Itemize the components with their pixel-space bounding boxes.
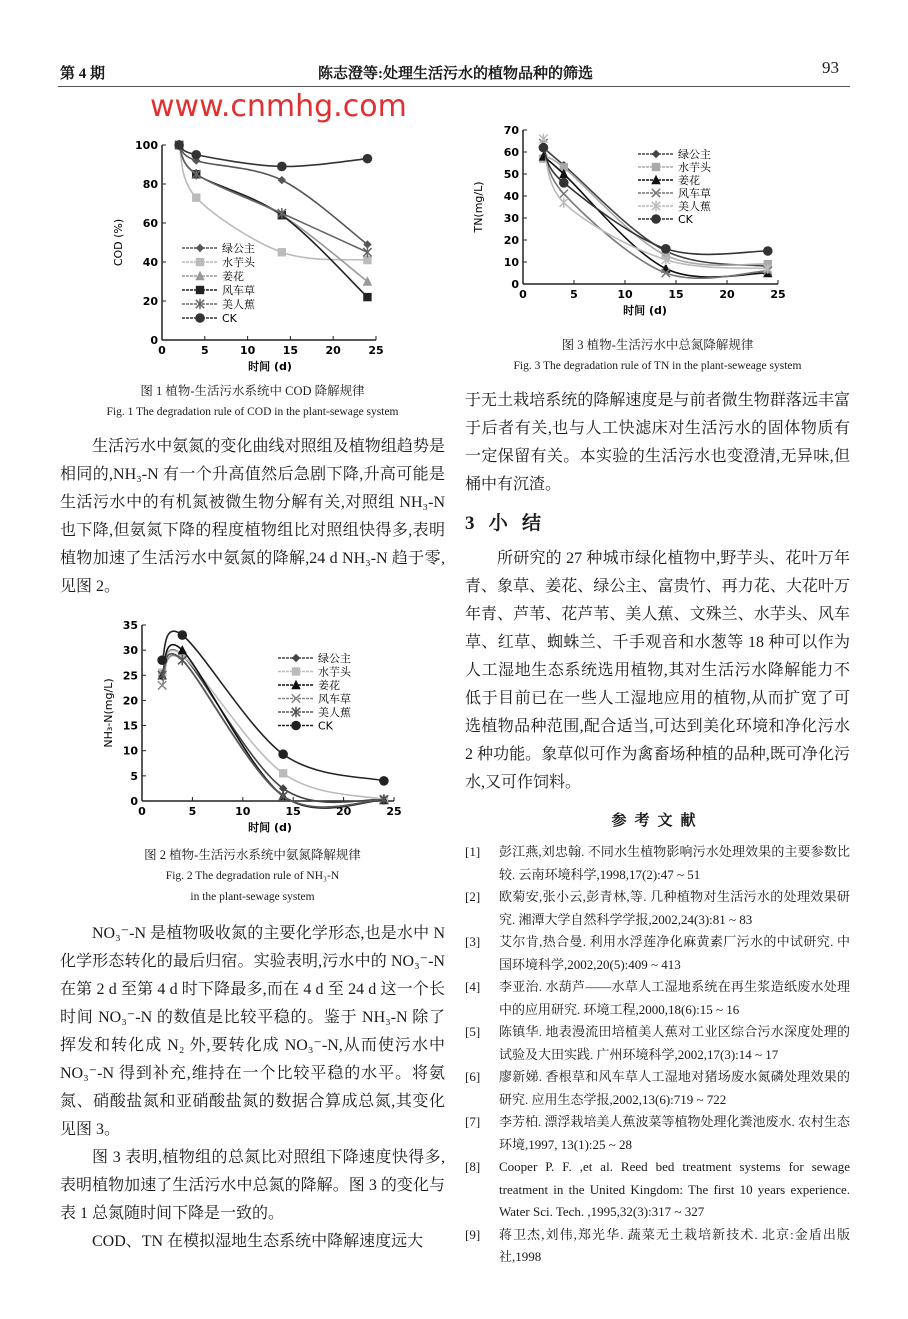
data-point [279, 791, 287, 801]
paragraph-continued: 于无土栽培系统的降解速度是与前者微生物群落远丰富于后者有关,也与人工快滤床对生活污水的固体物质有一定保留有关。本实验的生活污水也变澄清,无异味,但桶中有沉渣。 [465, 392, 850, 493]
figure-3-tn-chart [470, 120, 790, 330]
series-line-5 [179, 145, 367, 252]
reference-number: [2] [465, 889, 481, 904]
y-tick-label: 35 [122, 619, 138, 632]
data-point [277, 162, 287, 172]
y-tick-label: 100 [135, 139, 158, 152]
data-point [661, 244, 671, 254]
x-tick-label: 0 [158, 344, 166, 357]
x-tick-label: 0 [519, 288, 527, 301]
x-tick-label: 10 [617, 288, 633, 301]
legend-label: 绿公主 [222, 242, 255, 255]
x-tick-label: 5 [188, 805, 197, 818]
y-tick-label: 20 [503, 234, 519, 247]
legend-marker [195, 313, 205, 323]
legend-marker [651, 214, 661, 224]
legend-label: 风车草 [318, 692, 351, 706]
y-axis-label: COD (%) [112, 218, 125, 267]
y-tick-label: 10 [122, 744, 138, 758]
data-point [278, 176, 286, 184]
x-tick-label: 15 [668, 288, 684, 301]
reference-item [465, 841, 850, 886]
y-tick-label: 0 [150, 334, 158, 347]
y-tick-label: 10 [503, 256, 519, 269]
references-heading: 参考文献 [611, 813, 704, 829]
figure-1-cod-chart [100, 128, 400, 376]
legend-label: 姜花 [222, 270, 244, 283]
reference-number: [6] [465, 1069, 481, 1084]
y-tick-label: 60 [503, 146, 519, 159]
x-tick-label: 20 [719, 288, 735, 301]
data-point [279, 769, 287, 777]
legend-label: 美人蕉 [222, 298, 255, 311]
data-point [157, 655, 167, 665]
reference-number: [3] [465, 934, 481, 949]
paragraph-nitrate: NO₃⁻-N 是植物吸收氮的主要化学形态,也是水中 N 化学形态转化的最后归宿。实验表明,污水中的 NO₃⁻-N 在第 2 d 至第 4 d 时下降最多,而在 4 d 至 24 d 这一个长时间 NO₃⁻-N 的数值是比较平稳的。鉴于 NH₃-N 除了挥发和转化成 N₂ 外,要转化成 NO₃⁻-N,从而使污水中 NO₃⁻-N 得到补充,维持在一个比较平稳的水平。将氨氮、硝酸盐氮和亚硝酸盐氮的数据合算成总氮,其变化见图 3。 [60, 925, 445, 1138]
reference-number: [4] [465, 979, 481, 994]
y-tick-label: 40 [142, 256, 158, 269]
y-tick-label: 25 [122, 669, 138, 683]
reference-item [465, 976, 850, 1021]
reference-number: [1] [465, 844, 481, 859]
reference-item [465, 1156, 850, 1224]
figure-2-caption-en-1: Fig. 2 The degradation rule of NH₃-N [165, 870, 340, 882]
data-point [178, 630, 188, 640]
legend-marker [196, 244, 204, 252]
paragraph-fig3-discussion: 图 3 表明,植物组的总氮比对照组下降速度快得多,表明植物加速了生活污水中总氮的降解。图 3 的变化与表 1 总氮随时间下降是一致的。 [60, 1149, 445, 1222]
y-tick-label: 40 [503, 190, 519, 203]
x-axis-label: 时间 (d) [248, 821, 292, 834]
y-tick-label: 0 [511, 278, 519, 291]
reference-text: 陈镇华. 地表漫流田培植美人蕉对工业区综合污水深度处理的试验及大田实践. 广州环境科学,2002,17(3):14 ~ 17 [499, 1024, 850, 1062]
legend-label: 水芋头 [222, 256, 255, 269]
data-point [560, 197, 568, 207]
issue-number: 第 4 期 [60, 66, 106, 82]
y-tick-label: 20 [142, 295, 158, 308]
data-point [559, 178, 569, 188]
paragraph-summary: 所研究的 27 种城市绿化植物中,野芋头、花叶万年青、象草、姜花、绿公主、富贵竹、再力花、大花叶万年青、芦苇、花芦苇、美人蕉、文殊兰、水芋头、风车草、红草、蜘蛛兰、千手观音和水葱等 18 种可以作为人工湿地生态系统选用植物,其对生活污水降解能力不低于目前已在一些人工湿地应用的植物,从而扩宽了可选植物品种范围,配合适当,可达到美化环境和净化污水 2 种功能。象草似可作为禽畜场种植的品种,既可净化污水,又可作饲料。 [465, 550, 850, 791]
x-tick-label: 15 [282, 344, 299, 357]
header-rule [58, 86, 850, 87]
y-axis-label: NH₃-N(mg/L) [102, 678, 115, 748]
x-tick-label: 25 [770, 288, 786, 301]
series-line-2 [543, 158, 767, 266]
data-point [763, 246, 773, 256]
x-axis-label: 时间 (d) [248, 360, 292, 373]
data-point [363, 293, 371, 301]
legend-marker [292, 654, 300, 662]
reference-item [465, 1111, 850, 1156]
series-line-1 [179, 145, 367, 244]
y-tick-label: 70 [503, 124, 519, 137]
legend-label: CK [318, 719, 333, 733]
reference-item [465, 886, 850, 931]
reference-number: [5] [465, 1024, 481, 1039]
reference-number: [8] [465, 1159, 481, 1174]
reference-text: Cooper P. F. ,et al. Reed bed treatment systems for sewage treatment in the United Kingdom: The first 10 years experience. Water Sci. Tech. ,1995,32(3):317 ~ 327 [499, 1159, 850, 1219]
watermark: www.cnmhg.com [150, 89, 407, 124]
y-tick-label: 50 [503, 168, 519, 181]
x-tick-label: 5 [200, 344, 209, 357]
legend-label: 风车草 [222, 284, 255, 297]
legend-label: 水芋头 [678, 161, 711, 174]
figure-2-caption-cn: 图 2 植物-生活污水系统中氨氮降解规律 [144, 848, 361, 862]
data-point [278, 248, 286, 256]
x-axis-label: 时间 (d) [623, 304, 667, 317]
data-point [158, 681, 166, 689]
figure-3-caption-en: Fig. 3 The degradation rule of TN in the plant-seweage system [513, 360, 802, 372]
reference-item [465, 931, 850, 976]
legend-marker [196, 258, 204, 266]
legend-label: 水芋头 [318, 665, 351, 679]
reference-item [465, 1021, 850, 1066]
data-point [539, 134, 547, 144]
x-tick-label: 10 [239, 344, 256, 357]
data-point [278, 749, 288, 759]
figure-3-caption-cn: 图 3 植物-生活污水中总氮降解规律 [561, 338, 754, 352]
section-heading-summary: 3 小 结 [465, 513, 542, 534]
x-tick-label: 20 [335, 805, 352, 818]
legend-label: CK [678, 213, 693, 226]
legend-label: CK [222, 312, 237, 325]
reference-item [465, 1066, 850, 1111]
data-point [560, 190, 568, 198]
y-tick-label: 20 [122, 694, 138, 708]
x-tick-label: 5 [570, 288, 578, 301]
figure-2-nh3-chart [100, 615, 410, 840]
reference-text: 李芳柏. 漂浮栽培美人蕉波菜等植物处理化粪池废水. 农村生态环境,1997, 13(1):25 ~ 28 [499, 1114, 851, 1152]
x-tick-label: 25 [368, 344, 384, 357]
reference-text: 蒋卫杰,刘伟,郑光华. 蔬菜无土栽培新技术. 北京:金盾出版社,1998 [499, 1226, 850, 1264]
y-tick-label: 15 [122, 719, 138, 733]
reference-text: 欧菊安,张小云,彭青林,等. 几种植物对生活污水的处理效果研究. 湘潭大学自然科学学报,2002,24(3):81 ~ 83 [499, 889, 850, 927]
y-tick-label: 0 [130, 795, 138, 808]
reference-text: 彭江燕,刘忠翰. 不同水生植物影响污水处理效果的主要参数比较. 云南环境科学,1998,17(2):47 ~ 51 [499, 844, 850, 882]
legend-label: 绿公主 [318, 652, 351, 665]
data-point [178, 655, 186, 665]
legend-label: 姜花 [318, 679, 340, 692]
reference-text: 艾尔肯,热合曼. 利用水浮莲净化麻黄素厂污水的中试研究. 中国环境科学,2002,20(5):409 ~ 413 [499, 934, 850, 972]
legend-label: 姜花 [678, 174, 700, 187]
legend-label: 美人蕉 [318, 706, 351, 719]
data-point [662, 255, 670, 265]
paragraph-ammonia: 生活污水中氨氮的变化曲线对照组及植物组趋势是相同的,NH₃-N 有一个升高值然后急剧下降,升高可能是生活污水中的有机氮被微生物分解有关,对照组 NH₃-N 也下降,但氨氮下降的程度植物组比对照组快得多,表明植物加速了生活污水中氨氮的降解,24 d NH₃-N 趋于零,见图 2。 [60, 438, 445, 595]
figure-1-caption-cn: 图 1 植物-生活污水系统中 COD 降解规律 [140, 384, 365, 398]
legend-label: 风车草 [678, 187, 711, 200]
y-tick-label: 30 [122, 644, 138, 658]
running-title: 陈志澄等:处理生活污水的植物品种的筛选 [318, 66, 593, 82]
data-point [191, 150, 201, 160]
y-tick-label: 30 [503, 212, 519, 225]
x-tick-label: 0 [138, 805, 146, 818]
legend-marker [196, 286, 204, 294]
reference-number: [9] [465, 1226, 481, 1242]
reference-list [465, 841, 850, 1269]
data-point [379, 776, 389, 786]
y-axis-label: TN(mg/L) [472, 181, 485, 233]
paragraph-cod-tn: COD、TN 在模拟湿地生态系统中降解速度远大 [92, 1233, 424, 1250]
reference-text: 廖新娣. 香根草和风车草人工湿地对猪场废水氮磷处理效果的研究. 应用生态学报,2002,13(6):719 ~ 722 [499, 1069, 850, 1107]
legend-marker [292, 667, 300, 675]
x-tick-label: 20 [325, 344, 341, 357]
figure-1-caption-en: Fig. 1 The degradation rule of COD in the plant-sewage system [106, 406, 399, 418]
legend-marker [291, 721, 301, 731]
y-tick-label: 5 [130, 769, 138, 783]
data-point [363, 154, 373, 164]
legend-marker [652, 163, 660, 171]
x-tick-label: 10 [235, 805, 251, 818]
left-column [60, 128, 445, 1256]
data-point [363, 276, 372, 285]
data-point [539, 143, 549, 153]
x-tick-label: 15 [285, 805, 301, 818]
y-tick-label: 80 [142, 178, 158, 191]
reference-number: [7] [465, 1114, 481, 1129]
data-point [192, 193, 200, 201]
legend-marker [652, 150, 660, 158]
data-point [174, 140, 184, 150]
x-tick-label: 25 [386, 805, 402, 818]
legend-label: 绿公主 [678, 148, 711, 161]
data-point [363, 247, 371, 257]
y-tick-label: 60 [142, 217, 158, 230]
page-number: 93 [822, 58, 839, 77]
figure-2-caption-en-2: in the plant-sewage system [190, 891, 315, 903]
reference-item [465, 1224, 850, 1269]
legend-label: 美人蕉 [678, 200, 711, 213]
reference-text: 李亚治. 水葫芦——水草人工湿地系统在再生浆造纸废水处理中的应用研究. 环境工程,2000,18(6):15 ~ 16 [499, 979, 850, 1017]
right-column [465, 120, 850, 1269]
